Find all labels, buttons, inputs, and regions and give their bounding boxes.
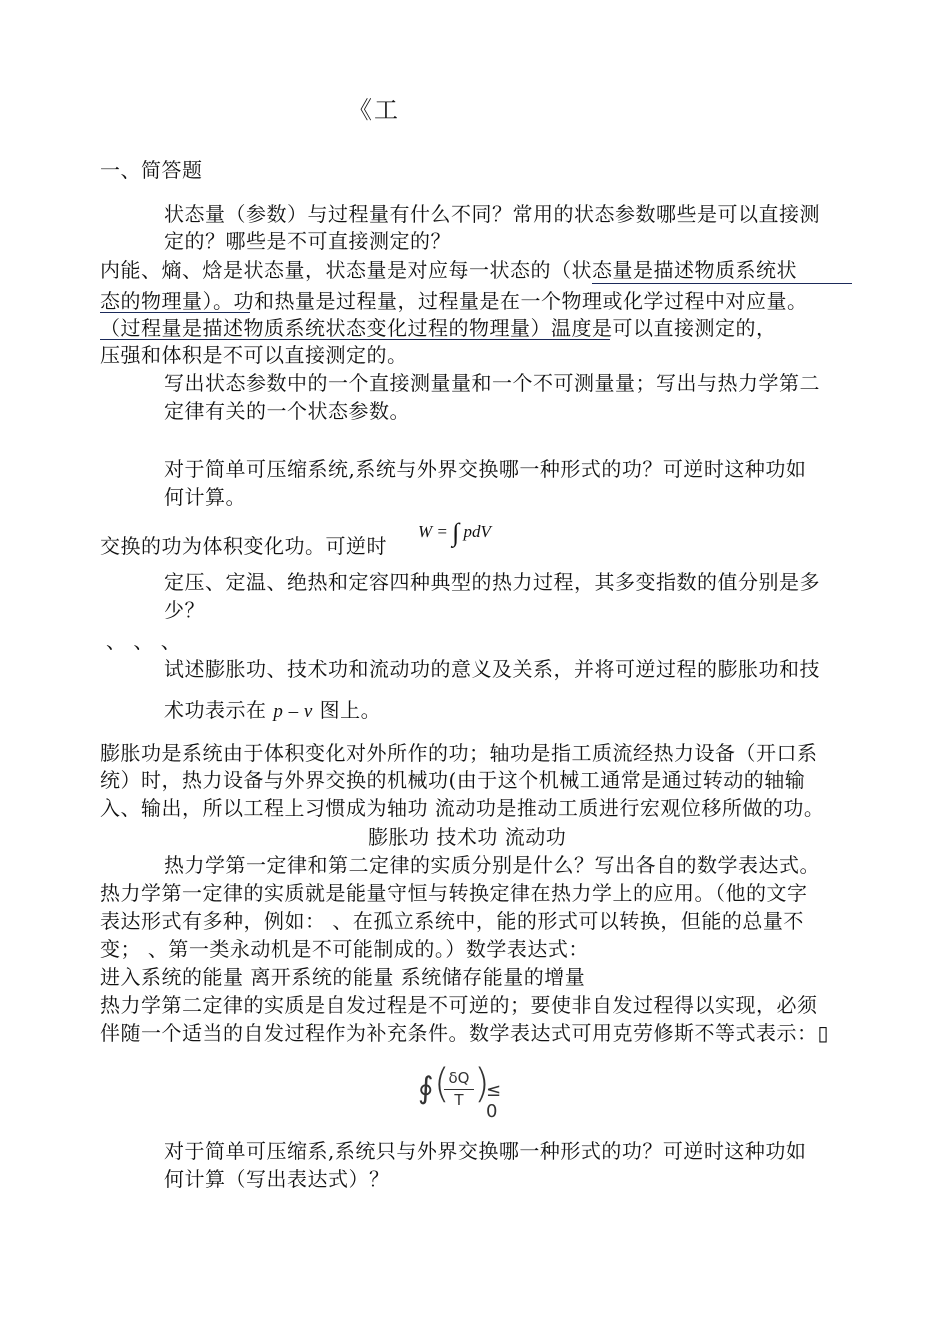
answer-1-text: 内能、熵、焓是状态量，状态量是对应每一状态的 xyxy=(100,258,551,282)
underline xyxy=(592,283,852,284)
left-paren: ( xyxy=(434,1061,450,1107)
answer-3-text: 交换的功为体积变化功。可逆时 xyxy=(100,534,387,558)
section-heading: 一、简答题 xyxy=(100,158,203,182)
answer-5-line-1: 膨胀功是系统由于体积变化对外所作的功；轴功是指工质流经热力设备（开口系 xyxy=(100,741,818,765)
answer-1-text-3: 温度是可以直接测定的， xyxy=(551,316,777,340)
inequality: ≤ 0 xyxy=(486,1080,502,1122)
question-7-line-1: 对于简单可压缩系,系统只与外界交换哪一种形式的功？可逆时这种功如 xyxy=(164,1139,807,1163)
formula-lhs: W = xyxy=(418,522,448,541)
answer-6-line-5: 热力学第二定律的实质是自发过程是不可逆的；要使非自发过程得以实现，必须 xyxy=(100,993,818,1017)
question-4-line-2: 少？ xyxy=(164,598,205,622)
answer-1-text-2: 功和热量是过程量，过程量是在一个物理或化学过程中对应量。 xyxy=(233,289,808,313)
fraction xyxy=(444,1069,474,1110)
answer-1-line-4: 压强和体积是不可以直接测定的。 xyxy=(100,343,408,367)
pv-symbol: p – v xyxy=(273,701,313,722)
question-3-line-2: 何计算。 xyxy=(164,485,246,509)
clausius-inequality-formula xyxy=(418,1061,518,1122)
question-5-text: 术功表示在 xyxy=(164,698,267,722)
answer-1-line-1 xyxy=(100,257,797,283)
answer-6-line-1: 热力学第一定律的实质就是能量守恒与转换定律在热力学上的应用。（他的文字 xyxy=(100,881,808,905)
integral-sign: ∫ xyxy=(452,518,460,547)
work-integral-formula xyxy=(418,518,491,548)
answer-1-underlined-3: （过程量是描述物质系统状态变化过程的物理量） xyxy=(100,316,551,340)
underline xyxy=(100,312,250,313)
answer-6-line-6: 伴随一个适当的自发过程作为补充条件。数学表达式可用克劳修斯不等式表示：▯ xyxy=(100,1021,830,1045)
answer-3 xyxy=(100,533,387,559)
answer-1-underlined-2: 态的物理量）。 xyxy=(100,289,234,313)
underline xyxy=(100,339,610,340)
question-1-line-2: 定的？哪些是不可直接测定的？ xyxy=(164,229,451,253)
answer-1-underlined-1: （状态量是描述物质系统状 xyxy=(551,258,797,282)
answer-4: 、 、 、 xyxy=(106,629,182,653)
answer-1-line-3 xyxy=(100,315,777,341)
question-4-line-1: 定压、定温、绝热和定容四种典型的热力过程，其多变指数的值分别是多 xyxy=(164,570,820,594)
question-3-line-1: 对于简单可压缩系统,系统与外界交换哪一种形式的功？可逆时这种功如 xyxy=(164,457,807,481)
question-6: 热力学第一定律和第二定律的实质分别是什么？写出各自的数学表达式。 xyxy=(164,853,820,877)
fraction-numerator: δQ xyxy=(448,1069,470,1087)
document-title: 《工 xyxy=(348,96,400,124)
answer-5-line-4: 膨胀功 技术功 流动功 xyxy=(368,825,567,849)
answer-1-line-2 xyxy=(100,288,808,314)
question-7-line-2: 何计算（写出表达式）？ xyxy=(164,1167,390,1191)
fraction-denominator: T xyxy=(454,1091,464,1109)
contour-integral-sign: ∮ xyxy=(418,1071,434,1106)
question-2-line-2: 定律有关的一个状态参数。 xyxy=(164,399,410,423)
fraction-bar xyxy=(444,1089,474,1090)
question-1-line-1: 状态量（参数）与过程量有什么不同？常用的状态参数哪些是可以直接测 xyxy=(164,202,820,226)
formula-rhs: pdV xyxy=(463,522,491,541)
answer-6-line-4: 进入系统的能量 离开系统的能量 系统储存能量的增量 xyxy=(100,965,586,989)
answer-6-line-3: 变； 、第一类永动机是不可能制成的。）数学表达式： xyxy=(100,937,589,961)
question-5-line-2 xyxy=(164,697,381,725)
right-paren: ) xyxy=(474,1061,490,1107)
question-5-line-1: 试述膨胀功、技术功和流动功的意义及关系，并将可逆过程的膨胀功和技 xyxy=(164,657,820,681)
answer-6-line-2: 表达形式有多种，例如： 、在孤立系统中，能的形式可以转换，但能的总量不 xyxy=(100,909,804,933)
answer-5-line-3: 入、输出，所以工程上习惯成为轴功 流动功是推动工质进行宏观位移所做的功。 xyxy=(100,796,825,820)
question-2-line-1: 写出状态参数中的一个直接测量量和一个不可测量量；写出与热力学第二 xyxy=(164,371,820,395)
answer-5-line-2: 统）时，热力设备与外界交换的机械功(由于这个机械工通常是通过转动的轴输 xyxy=(100,768,806,792)
question-5-text-2: 图上。 xyxy=(319,698,382,722)
